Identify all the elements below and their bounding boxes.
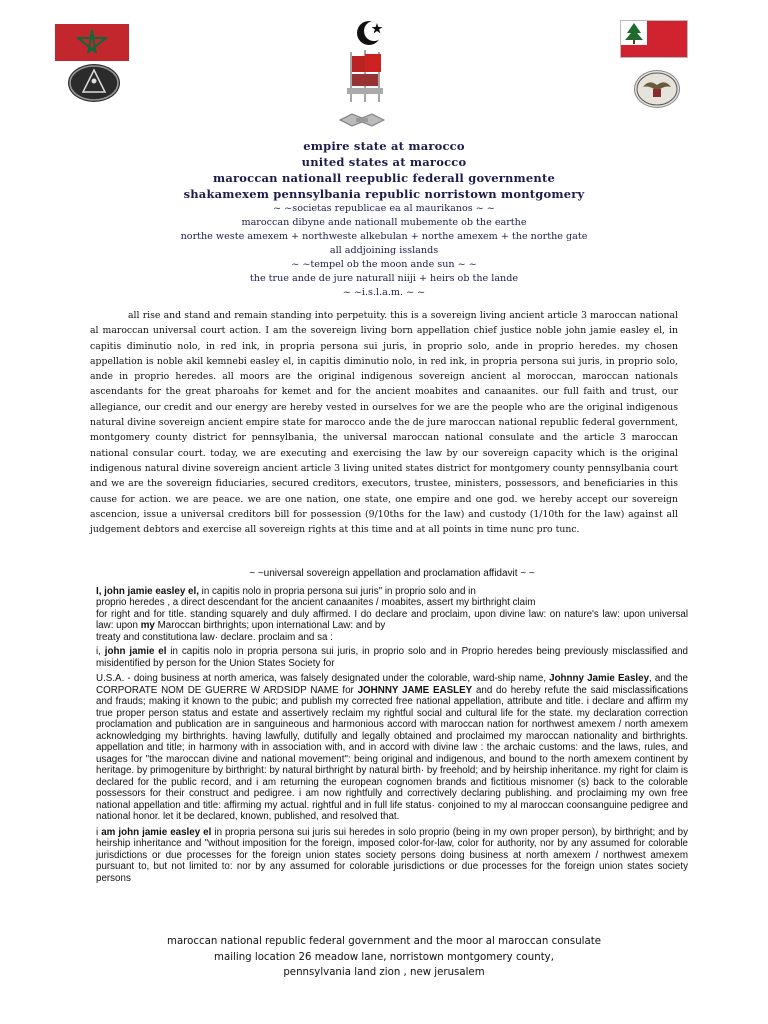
footer-line-1: maroccan national republic federal government and the moor al maroccan consulate (167, 936, 601, 947)
affidavit-paragraph-2: i, john jamie el in capitis nolo in propria persona sui juris, in proprio solo and in Proprio heredes being previously misclassified and misidentified by person for the Union States Society for (96, 646, 688, 669)
affidavit-paragraph-4: i am john jamie easley el in propria persona sui juris sui heredes in solo proprio (being in my own proper person), by birthright; and by heirship inheritance and "without imposition for the foreign, imposed color-for-law, color for authority, nor by any assumed for colorable jurisdictions or due processes for the foreign union states society persons doing business at north amexem / northwest amexem pursuant to, but not limited to: nor by any assumed for colorable jurisdictions or due processes for the foreign union states society persons (96, 826, 688, 884)
affidavit-section (96, 568, 688, 888)
affidavit-title: ~ ~universal sovereign appellation and proclamation affidavit ~ ~ (249, 568, 535, 579)
appellation-name: am john jamie easley el (101, 826, 212, 838)
pine-tree-icon (621, 21, 647, 45)
crescent-star-icon (354, 18, 384, 48)
star-icon (77, 28, 107, 56)
affidavit-paragraph-1: I, john jamie easley el, in capitis nolo in propria persona sui juris" in proprio solo and in proprio heredes , a direct descendant for the ancient canaanites / moabites, assert my birthright claim for right and for title. standing squarely and duly affirmed. I do declare and proclaim, upon divine law: on nature's law: upon universal law: upon my Maroccan birthrights; upon international Law: and by treaty and constitutiona law· declare. proclaim and sa : (96, 585, 688, 643)
header-line-2: united states at marocco (301, 155, 467, 169)
document-header (100, 138, 668, 300)
footer-line-2: mailing location 26 meadow lane, norristown montgomery county, (214, 951, 554, 963)
header-line-10: the true ande de jure naturall niiji + heirs ob the lande (249, 273, 519, 284)
header-line-8: all addjoining isslands (329, 245, 439, 256)
appellation-name: john jamie el (104, 646, 167, 657)
header-line-3: maroccan nationall reepublic federall governmente (212, 171, 556, 185)
flags-cluster-icon (345, 48, 385, 104)
header-line-5: ~ ~societas republicae ea al maurikanos ~ ~ (273, 203, 495, 214)
pyramid-seal-icon (68, 64, 120, 102)
flag-canton (621, 21, 647, 45)
footer-address (100, 934, 668, 981)
pine-tree-flag (620, 20, 688, 58)
affidavit-paragraph-3: U.S.A. - doing business at north america, was falsely designated under the colorable, ward-ship name, Johnny Jamie Easley, and the CORPORATE NOM DE GUERRE W ARDSIDP NAME for JOHNNY JAME EASLEY and do hereby refute the said misclassifications and frauds; making it known to the pubic; and publish my corrected free national appellation, attribute and title. i declare and affirm my true proper person status and estate and assertively reclaim my rightful social and cultural life for the state. my declaration correction proclamation and publication are in sanguineous and harmonious accord with maroccan nation for northwest amexem / north amexem acknowledging my birthrights. having lawfully, dutifully and legally obtained and proclaimed my maroccan nationality and birthrights. appellation and title; in harmony with in association with, and in accord with divine law : the archaic customs: and the laws, rules, and usages for "the maroccan divine and national movement": being original and indigenous, and bound to the north amexem continent by heritage. by primogeniture by birthright: by natural birthright by natural birth· by freehold; and by heirship inheritance. my right for claim is declared for the public record, and i am returning the european cognomen brands and fictitious misnomer (s) back to the colorable possessors for their construct and pedigree. i am now rightfully and correctively declaring publishing. and proclaiming my own free national appellation and title: affirming my actual. rightful and in full life status· conjoined to my al maroccan coonsanguine pedigree and national honor. let it be declared, known, published, and resolved that. (96, 673, 689, 822)
appellation-name: I, john jamie easley el, (96, 585, 199, 597)
header-line-7: northe weste amexem + northweste alkebulan + northe amexem + the northe gate (180, 231, 588, 242)
handshake-icon (338, 108, 386, 130)
header-line-11: ~ ~i.s.l.a.m. ~ ~ (342, 287, 426, 298)
ward-ship-name: Johnny Jamie Easley (549, 673, 650, 684)
morocco-flag (55, 24, 129, 61)
header-line-1: empire state at marocco (303, 139, 465, 153)
declaration-paragraph: all rise and stand and remain standing into perpetuity. this is a sovereign living ancient article 3 maroccan national al maroccan universal court action. I am the sovereign living born appellation chief justice noble john jamie easley el, in capitis diminutio nolo, in red ink, in propria persona sui juris, in proprio solo, ande in proprio heredes. my chosen appellation is noble akil kemnebi easley el, in capitis diminutio nolo, in red ink, in propria persona sui juris, in proprio solo, ande in proprio heredes. all moors are the original indigenous sovereign ancient al moroccan, maroccan nationals ascendants for the great pharoahs for kemet and for the ancient moabites and canaanites. our full faith and trust, our allegiance, our credit and our energy are hereby vested in ourselves for we are the people who are the original indigenous natural divine sovereign ancient empire state for marocco ande the de jure maroccan national republic federal government, montgomery county district for pennsylbania, the universal maroccan national consulate and the article 3 maroccan national consular court. today, we are executing and exercising the law by our sovereign capacity which is the original indigenous natural divine sovereign ancient article 3 living united states district for montgomery county pennsylbania court and we are the sovereign fiduciaries, secured creditors, executors, trustee, ministers, possessors, and beneficiaries in this cause for action. we are peace. we are one nation, one state, one empire and one god. we hereby accept our sovereign ascencion, issue a universal creditors bill for possession (9/10ths for the law) and custody (1/10th for the law) against all judgement debtors and exercise all sovereign rights at this time and at all points in time nunc pro tunc. (90, 310, 678, 536)
corporate-name: JOHNNY JAME EASLEY (357, 684, 473, 696)
header-line-9: ~ ~tempel ob the moon ande sun ~ ~ (291, 259, 477, 270)
eagle-seal-icon (634, 70, 680, 108)
footer-line-3: pennsylvania land zion , new jerusalem (283, 967, 485, 978)
header-line-4: shakamexem pennsylbania republic norristown montgomery (183, 187, 585, 201)
header-line-6: maroccan dibyne ande nationall mubemente ob the earthe (241, 217, 527, 228)
